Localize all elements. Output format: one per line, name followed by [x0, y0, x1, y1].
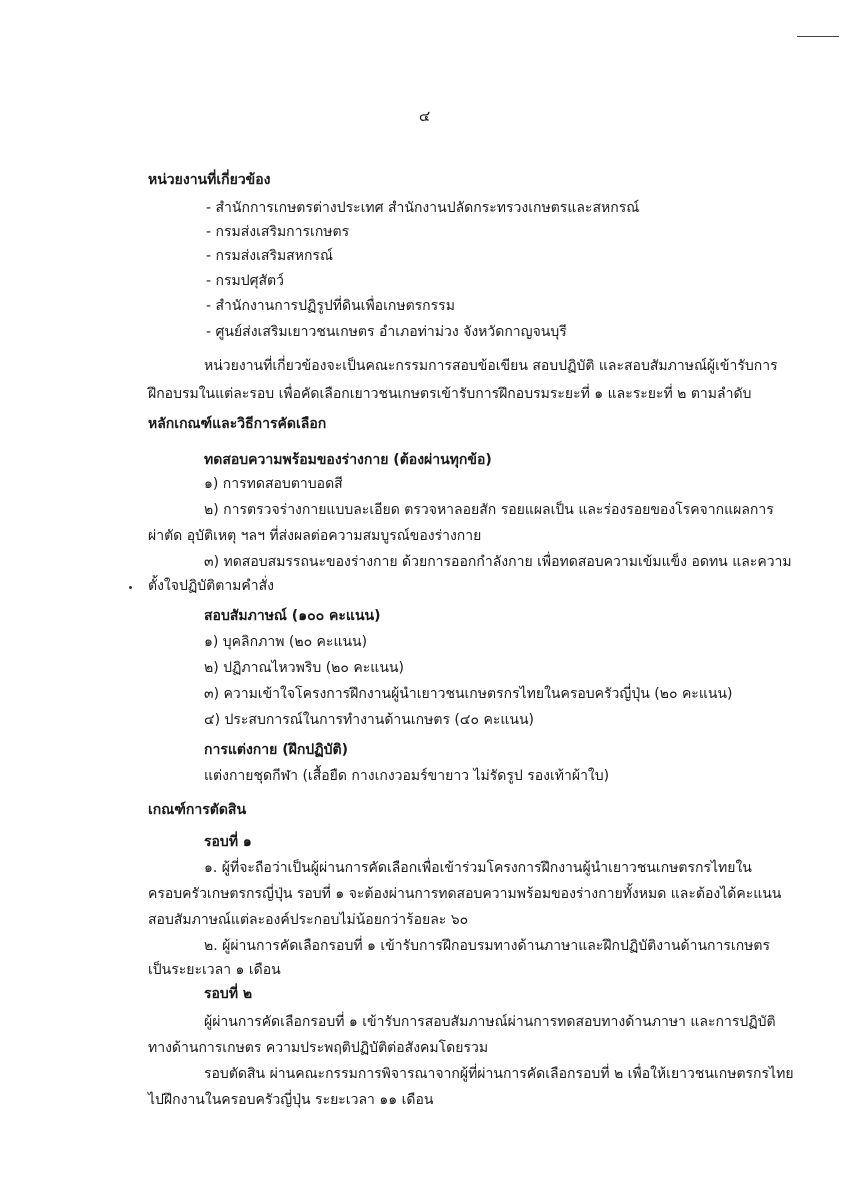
round-2-title: รอบที่ ๒ [204, 986, 253, 1002]
physical-test-line: ๓) ทดสอบสมรรถนะของร่างกาย ด้วยการออกกำลังกาย เพื่อทดสอบความเข้มแข็ง อดทน และความ [204, 554, 792, 570]
interview-title: สอบสัมภาษณ์ (๑๐๐ คะแนน) [204, 608, 381, 624]
agencies-paragraph-line: หน่วยงานที่เกี่ยวข้องจะเป็นคณะกรรมการสอบข้อเขียน สอบปฏิบัติ และสอบสัมภาษณ์ผู้เข้ารับการ [204, 358, 778, 374]
interview-line: ๑) บุคลิกภาพ (๒๐ คะแนน) [204, 634, 368, 650]
page-number: ๔ [418, 107, 431, 125]
round-2-line: ทางด้านการเกษตร ความประพฤติปฏิบัติต่อสังคมโดยรวม [148, 1040, 489, 1056]
corner-line [797, 36, 839, 37]
interview-line: ๒) ปฏิภาณไหวพริบ (๒๐ คะแนน) [204, 660, 404, 676]
round-1-title: รอบที่ ๑ [204, 834, 252, 850]
physical-test-line: ผ่าตัด อุบัติเหตุ ฯลฯ ที่ส่งผลต่อความสมบูรณ์ของร่างกาย [148, 528, 482, 544]
round-1-line: ๒. ผู้ผ่านการคัดเลือกรอบที่ ๑ เข้ารับการฝึกอบรมทางด้านภาษาและฝึกปฏิบัติงานด้านการเกษตร [204, 938, 771, 954]
dress-title: การแต่งกาย (ฝึกปฏิบัติ) [204, 742, 348, 758]
round-1-line: ครอบครัวเกษตรกรญี่ปุ่น รอบที่ ๑ จะต้องผ่านการทดสอบความพร้อมของร่างกายทั้งหมด และต้องได้คะแนน [148, 886, 782, 902]
interview-line: ๔) ประสบการณ์ในการทำงานด้านเกษตร (๔๐ คะแนน) [204, 712, 534, 728]
physical-test-title: ทดสอบความพร้อมของร่างกาย (ต้องผ่านทุกข้อ) [204, 452, 492, 468]
speck-mark [129, 586, 132, 589]
agencies-paragraph-line: ฝึกอบรมในแต่ละรอบ เพื่อคัดเลือกเยาวชนเกษตรเข้ารับการฝึกอบรมระยะที่ ๑ และระยะที่ ๒ ตามลำดับ [148, 386, 752, 402]
round-1-line: สอบสัมภาษณ์แต่ละองค์ประกอบไม่น้อยกว่าร้อยละ ๖๐ [148, 912, 469, 928]
agency-item: - กรมปศุสัตว์ [206, 273, 284, 289]
dress-line: แต่งกายชุดกีฬา (เสื้อยืด กางเกงวอมร์ขายาว ไม่รัดรูป รองเท้าผ้าใบ) [204, 768, 610, 784]
agency-item: - สำนักงานการปฏิรูปที่ดินเพื่อเกษตรกรรม [206, 298, 455, 314]
round-1-line: ๑. ผู้ที่จะถือว่าเป็นผู้ผ่านการคัดเลือกเพื่อเข้าร่วมโครงการฝึกงานผู้นำเยาวชนเกษตรกรไทยใน [204, 860, 752, 876]
round-1-line: เป็นระยะเวลา ๑ เดือน [148, 962, 281, 978]
agency-item: - กรมส่งเสริมสหกรณ์ [206, 248, 333, 264]
physical-test-line: ๑) การทดสอบตาบอดสี [204, 476, 343, 492]
agencies-heading: หน่วยงานที่เกี่ยวข้อง [148, 172, 271, 188]
judging-heading: เกณฑ์การตัดสิน [148, 802, 247, 818]
round-2-line: ไปฝึกงานในครอบครัวญี่ปุ่น ระยะเวลา ๑๑ เดือน [148, 1092, 434, 1108]
round-2-line: ผู้ผ่านการคัดเลือกรอบที่ ๑ เข้ารับการสอบสัมภาษณ์ผ่านการทดสอบทางด้านภาษา และการปฏิบัติ [204, 1014, 776, 1030]
interview-line: ๓) ความเข้าใจโครงการฝึกงานผู้นำเยาวชนเกษตรกรไทยในครอบครัวญี่ปุ่น (๒๐ คะแนน) [204, 686, 733, 702]
physical-test-line: ๒) การตรวจร่างกายแบบละเอียด ตรวจหาลอยสัก รอยแผลเป็น และร่องรอยของโรคจากแผลการ [204, 502, 774, 518]
round-2-line: รอบตัดสิน ผ่านคณะกรรมการพิจารณาจากผู้ที่ผ่านการคัดเลือกรอบที่ ๒ เพื่อให้เยาวชนเกษตรกรไทย [204, 1066, 794, 1082]
criteria-heading: หลักเกณฑ์และวิธีการคัดเลือก [148, 416, 327, 432]
agency-item: - ศูนย์ส่งเสริมเยาวชนเกษตร อำเภอท่าม่วง จังหวัดกาญจนบุรี [206, 324, 567, 340]
agency-item: - สำนักการเกษตรต่างประเทศ สำนักงานปลัดกระทรวงเกษตรและสหกรณ์ [206, 200, 640, 216]
physical-test-line: ตั้งใจปฏิบัติตามคำสั่ง [148, 578, 275, 594]
agency-item: - กรมส่งเสริมการเกษตร [206, 224, 350, 240]
